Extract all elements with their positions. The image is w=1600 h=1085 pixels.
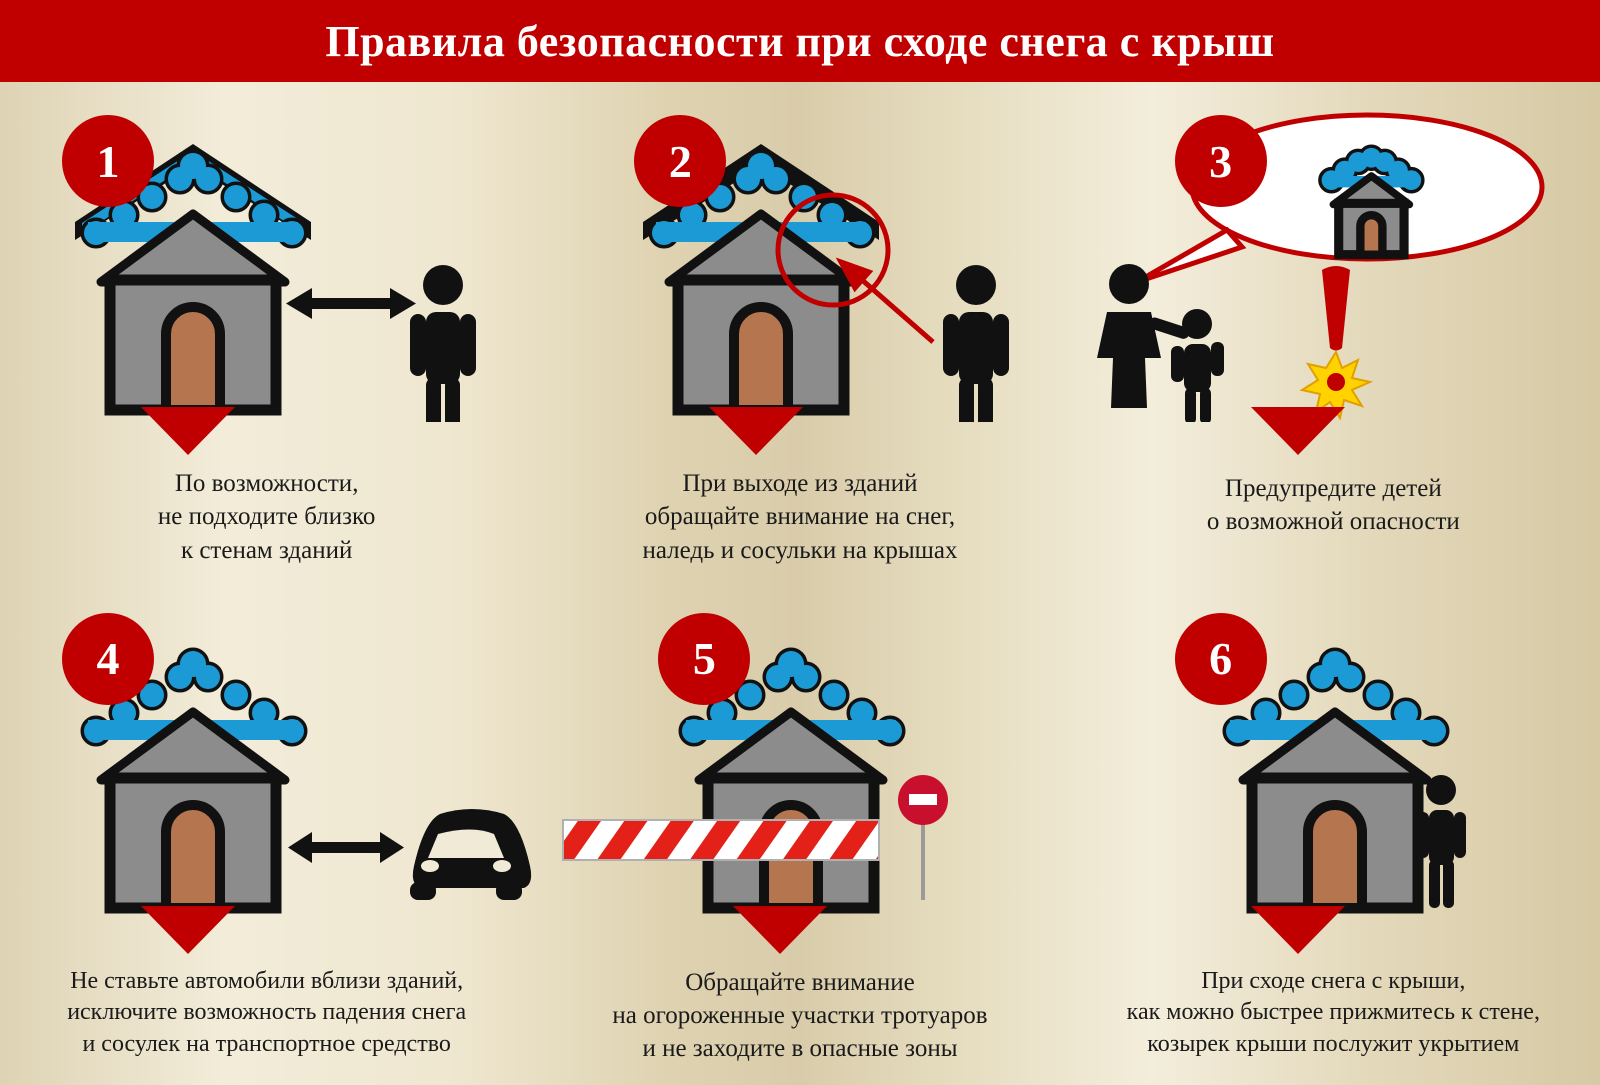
scene-house-person-wall — [1067, 620, 1600, 920]
tip-caption-5: Обращайте внимание на огороженные участки тротуаров и не заходите в опасные зоны — [612, 968, 988, 1062]
scene-house-icicle-highlight — [533, 122, 1066, 422]
no-entry-sign — [898, 775, 948, 900]
tip-caption-2: При выходе из зданий обращайте внимание на снег, наледь и сосульки на крышах — [642, 470, 958, 564]
step-badge-4: 4 — [62, 613, 154, 705]
down-arrow-6 — [1251, 906, 1345, 954]
illustration-3 — [1067, 102, 1600, 422]
tip-card-5 — [533, 584, 1066, 1085]
step-badge-5: 5 — [658, 613, 750, 705]
tip-caption-1: По возможности, не подходите близко к стенам зданий — [157, 470, 376, 564]
tip-card-4 — [0, 584, 533, 1085]
tips-grid — [0, 82, 1600, 1085]
warning-exclamation — [1302, 266, 1370, 418]
tip-card-2 — [533, 82, 1066, 584]
down-arrow-1 — [141, 407, 235, 455]
page-title: Правила безопасности при сходе снега с крыш — [325, 16, 1275, 66]
tip-card-1 — [0, 82, 533, 584]
down-arrow-5 — [733, 906, 827, 954]
scene-house-barrier — [533, 620, 1066, 920]
step-badge-2: 2 — [634, 115, 726, 207]
adult-figure — [1097, 264, 1191, 408]
step-badge-3: 3 — [1175, 115, 1267, 207]
tip-caption-6: При сходе снега с крыши, как можно быстрее прижмитесь к стене, козырек крыши послужит укрытием — [1126, 967, 1540, 1058]
tip-card-3 — [1067, 82, 1600, 584]
illustration-6 — [1067, 620, 1600, 920]
down-arrow-4 — [141, 906, 235, 954]
scene-warn-children — [1067, 102, 1600, 402]
tip-card-6 — [1067, 584, 1600, 1085]
step-badge-6: 6 — [1175, 613, 1267, 705]
step-badge-1: 1 — [62, 115, 154, 207]
illustration-2 — [533, 122, 1066, 422]
tip-caption-3: Предупредите детей о возможной опасности — [1206, 475, 1460, 536]
illustration-5 — [533, 620, 1066, 920]
poster-header — [0, 0, 1600, 82]
down-arrow-3 — [1251, 407, 1345, 455]
down-arrow-2 — [709, 407, 803, 455]
car-icon — [410, 809, 531, 900]
tip-caption-4: Не ставьте автомобили вблизи зданий, исключите возможность падения снега и сосулек на транспортное средство — [67, 967, 467, 1058]
person-at-wall — [1417, 775, 1466, 908]
barrier-tape — [563, 820, 879, 860]
